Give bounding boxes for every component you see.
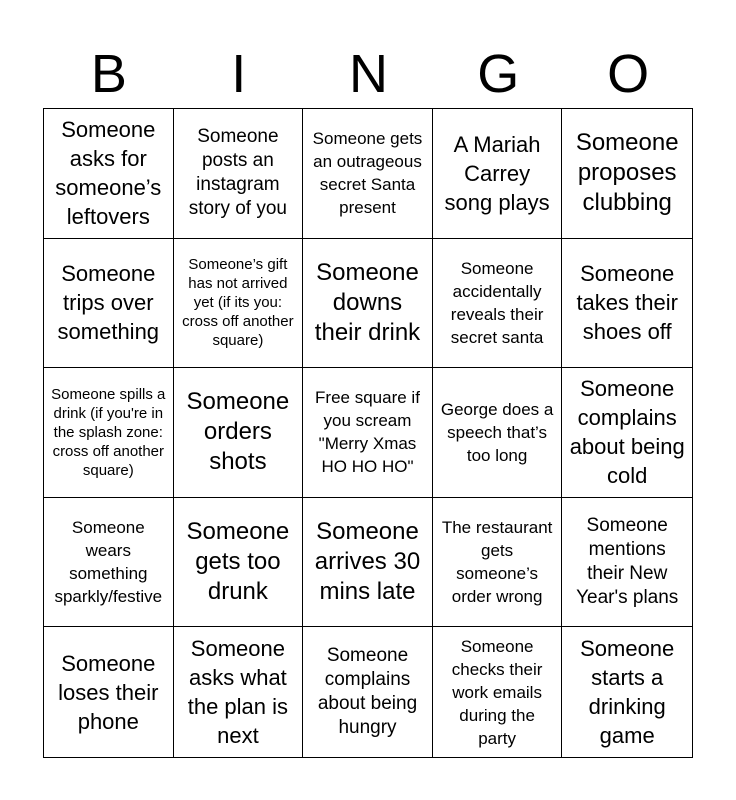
bingo-square-r4c2[interactable] (174, 498, 304, 628)
square-text: Someone arrives 30 mins late (314, 518, 421, 606)
bingo-square-r3c1[interactable] (44, 368, 174, 498)
bingo-square-r4c1[interactable] (44, 498, 174, 628)
bingo-square-r1c4[interactable] (433, 109, 563, 239)
bingo-square-r5c1[interactable] (44, 627, 174, 757)
bingo-board (43, 108, 693, 758)
square-text: George does a speech that’s too long (440, 399, 554, 465)
bingo-square-free[interactable] (303, 368, 433, 498)
square-text: Someone complains about being hungry (317, 645, 418, 739)
bingo-square-r2c5[interactable] (562, 239, 692, 369)
square-text: Someone asks for someone’s leftovers (55, 117, 162, 230)
bingo-square-r5c5[interactable] (562, 627, 692, 757)
square-text: A Mariah Carrey song plays (444, 131, 550, 215)
bingo-square-r2c3[interactable] (303, 239, 433, 369)
square-text: Someone’s gift has not arrived yet (if its you: cross off another square) (182, 256, 294, 350)
header-letter-i: I (231, 44, 247, 104)
header-letter-o: O (607, 44, 650, 104)
header-letter-b: B (90, 44, 127, 104)
square-text: Someone takes their shoes off (576, 261, 678, 345)
bingo-square-r1c2[interactable] (174, 109, 304, 239)
bingo-square-r3c4[interactable] (433, 368, 563, 498)
square-text: Someone complains about being cold (569, 376, 685, 489)
square-text: Someone orders shots (186, 388, 290, 476)
bingo-square-r1c1[interactable] (44, 109, 174, 239)
bingo-square-r4c5[interactable] (562, 498, 692, 628)
bingo-square-r4c4[interactable] (433, 498, 563, 628)
square-text: Someone proposes clubbing (575, 129, 679, 217)
bingo-square-r3c2[interactable] (174, 368, 304, 498)
square-text: Someone spills a drink (if you're in the splash zone: cross off another square) (51, 385, 166, 479)
bingo-square-r4c3[interactable] (303, 498, 433, 628)
square-text: Someone checks their work emails during the party (451, 636, 543, 748)
square-text: Someone starts a drinking game (580, 636, 675, 749)
square-text: Someone gets too drunk (186, 518, 290, 606)
square-text: Someone mentions their New Year's plans (576, 515, 679, 609)
bingo-square-r2c2[interactable] (174, 239, 304, 369)
bingo-square-r1c3[interactable] (303, 109, 433, 239)
square-text: Someone accidentally reveals their secret santa (450, 258, 544, 347)
square-text: Someone loses their phone (58, 650, 159, 734)
bingo-square-r5c4[interactable] (433, 627, 563, 757)
bingo-header (44, 44, 693, 104)
square-text: Someone trips over something (57, 261, 160, 345)
square-text: Someone posts an instagram story of you (188, 126, 287, 220)
bingo-square-r2c1[interactable] (44, 239, 174, 369)
bingo-square-r1c5[interactable] (562, 109, 692, 239)
square-text: Free square if you scream "Merry Xmas HO HO HO" (315, 388, 420, 477)
square-text: Someone wears something sparkly/festive (54, 518, 163, 607)
square-text: The restaurant gets someone’s order wrong (441, 518, 553, 607)
square-text: Someone asks what the plan is next (187, 636, 289, 749)
square-text: Someone gets an outrageous secret Santa present (312, 129, 423, 218)
bingo-square-r2c4[interactable] (433, 239, 563, 369)
bingo-square-r5c3[interactable] (303, 627, 433, 757)
bingo-square-r5c2[interactable] (174, 627, 304, 757)
bingo-square-r3c5[interactable] (562, 368, 692, 498)
header-letter-g: G (477, 44, 520, 104)
square-text: Someone downs their drink (314, 258, 421, 346)
header-letter-n: N (348, 44, 388, 104)
